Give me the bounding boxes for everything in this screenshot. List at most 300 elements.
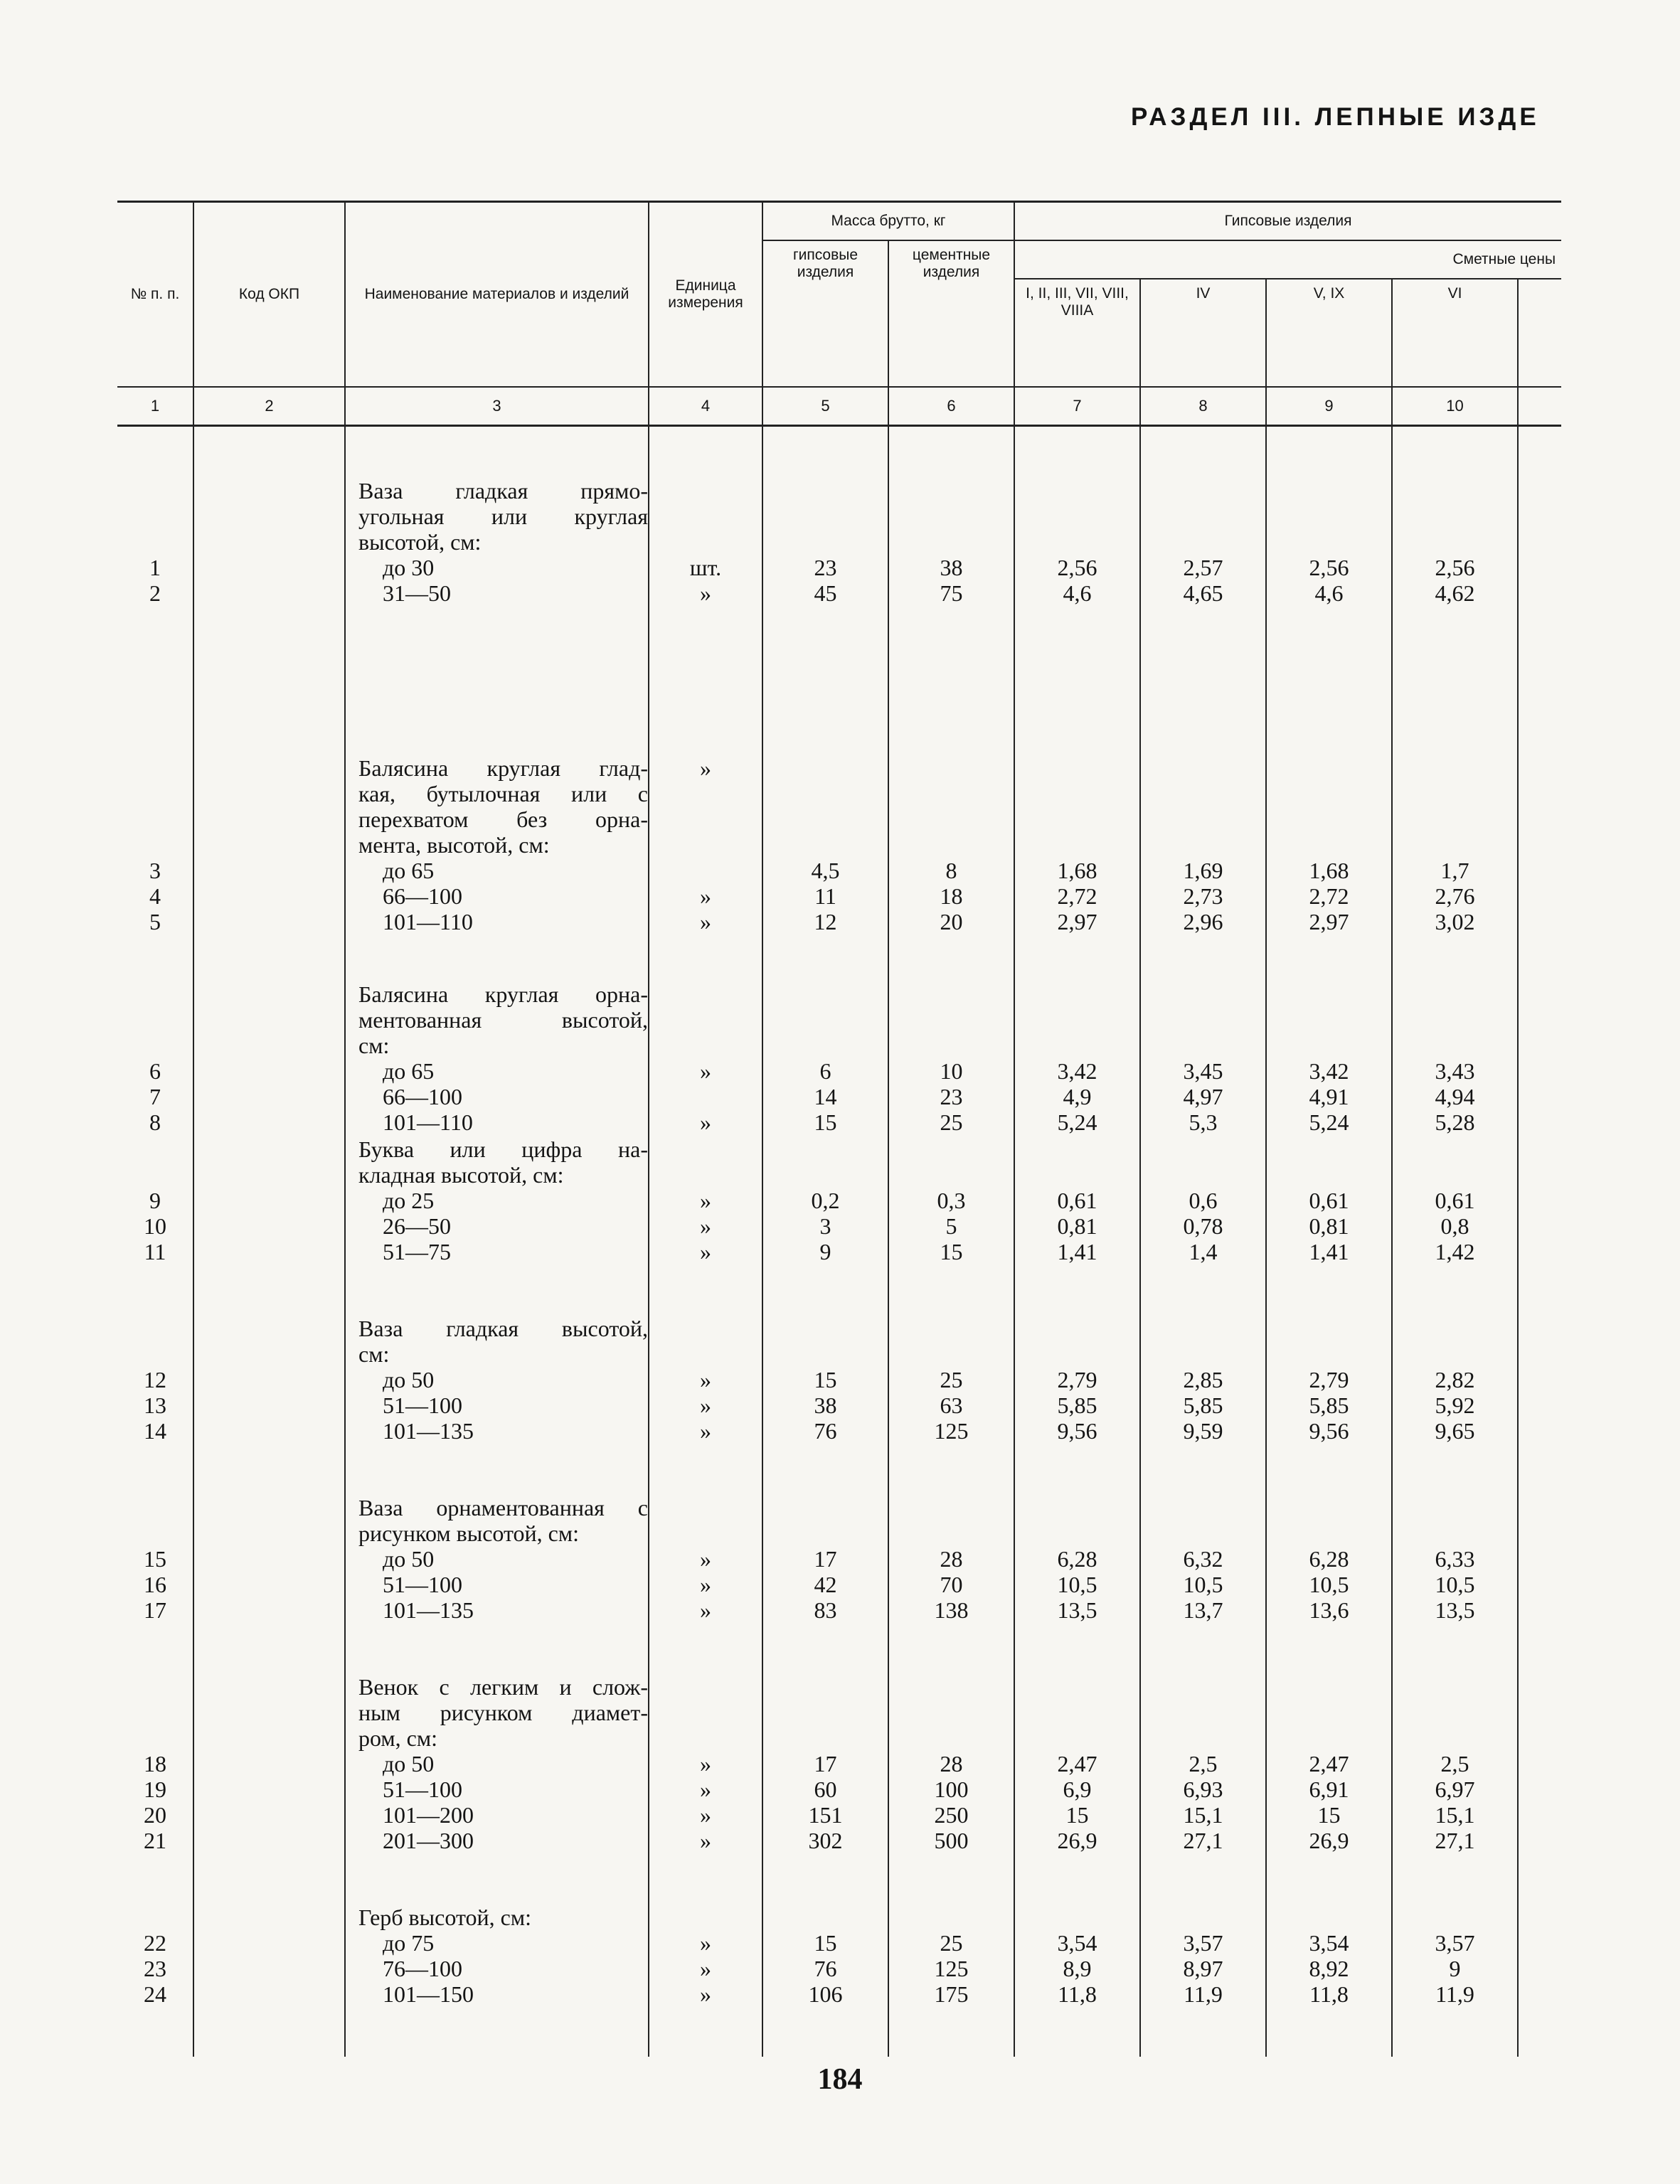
blank-line: [1393, 832, 1517, 858]
col-code: [193, 755, 345, 934]
blank-line: [117, 1341, 193, 1367]
blank-line: [1393, 1905, 1517, 1930]
blank-line: [763, 504, 888, 529]
blank-line: [1519, 832, 1561, 858]
cell-row-number: 11: [144, 1239, 166, 1264]
cell-price-zone-9: 11,8: [1309, 1981, 1349, 2007]
table-body: [117, 426, 1561, 2057]
blank-line: [1393, 529, 1517, 555]
blank-line: [1393, 1136, 1517, 1162]
cell-mass-cement: 25: [940, 1109, 963, 1135]
col-code: [193, 1495, 345, 1623]
cell-row-number: 16: [144, 1572, 166, 1597]
cell-price-zone-9: 4,6: [1314, 580, 1344, 606]
blank-line: [889, 529, 1014, 555]
col-code: [193, 1316, 345, 1444]
spacer-cell: [1266, 934, 1392, 981]
col-price-zone-7: [1014, 981, 1140, 1135]
col-price-zone-9: [1266, 1136, 1392, 1264]
col-price-zone-7: [1014, 1136, 1140, 1264]
spacer-cell: [193, 426, 345, 479]
cell-price-zone-8: 6,93: [1183, 1777, 1223, 1802]
blank-line: [1141, 755, 1265, 781]
blank-line: [889, 755, 1014, 781]
spacer-cell: [1140, 606, 1266, 755]
cell-mass-gypsum: 42: [814, 1572, 837, 1597]
col-name: [345, 981, 649, 1135]
blank-line: [1267, 1162, 1391, 1188]
cell-mass-gypsum: 302: [808, 1828, 843, 1853]
spacer-cell: [1014, 1264, 1140, 1316]
blank-line: [1519, 1341, 1561, 1367]
col-price-zone-9: [1266, 755, 1392, 934]
blank-line: [1519, 981, 1561, 1007]
spacer-cell: [1518, 2007, 1561, 2057]
group-spacer: [117, 1853, 1561, 1905]
cell-price-zone-9: 1,41: [1309, 1239, 1349, 1264]
spacer-cell: [1392, 934, 1518, 981]
blank-line: [889, 1033, 1014, 1058]
cell-mass-cement: 500: [934, 1828, 969, 1853]
item-description-line: Буква или цифра на-: [358, 1136, 648, 1162]
cell-price-zone-8: 2,57: [1183, 555, 1223, 580]
blank-line: [1393, 1674, 1517, 1700]
spacer-cell: [193, 934, 345, 981]
spacer-cell: [1392, 606, 1518, 755]
table-group: [117, 1316, 1561, 1444]
blank-line: [1519, 1316, 1561, 1341]
spacer-cell: [1392, 1444, 1518, 1495]
blank-line: [1267, 529, 1391, 555]
cell-row-number: 6: [149, 1058, 161, 1084]
blank-line: [1141, 529, 1265, 555]
column-number: 10: [1392, 387, 1518, 426]
cell-price-zone-9: 0,61: [1309, 1188, 1349, 1213]
cell-price-zone-10: 0,61: [1435, 1188, 1475, 1213]
cell-unit: шт.: [689, 555, 722, 580]
cell-mass-cement: 28: [940, 1546, 963, 1572]
blank-line: [1141, 1341, 1265, 1367]
blank-line: [1141, 806, 1265, 832]
group-spacer: [117, 934, 1561, 981]
blank-line: [763, 781, 888, 806]
blank-line: [194, 1033, 344, 1058]
blank-line: [649, 806, 762, 832]
col-code: [193, 1905, 345, 2007]
cell-unit: »: [700, 1546, 711, 1572]
item-size: до 65: [383, 1058, 435, 1084]
blank-line: [889, 1007, 1014, 1033]
blank-line: [194, 1058, 344, 1084]
spacer-cell: [649, 1264, 762, 1316]
blank-line: [1267, 504, 1391, 529]
cell-price-zone-10: 0,8: [1440, 1213, 1469, 1239]
cell-mass-cement: 8: [945, 858, 957, 883]
cell-price-zone-10: 5,28: [1435, 1109, 1475, 1135]
blank-line: [1015, 1033, 1139, 1058]
blank-line: [889, 1520, 1014, 1546]
spacer-cell: [762, 1853, 888, 1905]
cell-mass-cement: 250: [934, 1802, 969, 1828]
cell-row-number: 4: [149, 883, 161, 909]
cell-unit: »: [700, 1213, 711, 1239]
col-code: [193, 981, 345, 1135]
cell-price-zone-7: 0,81: [1057, 1213, 1097, 1239]
blank-line: [117, 1520, 193, 1546]
cell-price-zone-8: 4,97: [1183, 1084, 1223, 1109]
header-num: № п. п.: [117, 202, 193, 388]
blank-line: [649, 1007, 762, 1033]
blank-line: [1519, 1674, 1561, 1700]
cell-mass-cement: 0,3: [937, 1188, 966, 1213]
blank-line: [763, 1316, 888, 1341]
blank-line: [194, 1367, 344, 1392]
cell-price-zone-8: 2,5: [1189, 1751, 1218, 1777]
item-description-line: Ваза орнаментованная с: [358, 1495, 648, 1520]
col-row-number: [117, 1495, 193, 1623]
spacer-cell: [1518, 606, 1561, 755]
blank-line: [194, 1597, 344, 1623]
cell-price-zone-7: 3,54: [1057, 1930, 1097, 1956]
col-price-zone-9: [1266, 1905, 1392, 2007]
blank-line: [1519, 1572, 1561, 1597]
cell-price-zone-7: 1,41: [1057, 1239, 1097, 1264]
cell-mass-gypsum: 3: [819, 1213, 831, 1239]
cell-price-zone-9: 6,91: [1309, 1777, 1349, 1802]
col-mass-gypsum: [762, 755, 888, 934]
cell-mass-cement: 63: [940, 1392, 963, 1418]
cell-price-zone-7: 1,68: [1057, 858, 1097, 883]
cell-mass-cement: 15: [940, 1239, 963, 1264]
blank-line: [194, 1700, 344, 1725]
header-unit: Единица измерения: [649, 202, 762, 388]
col-mass-gypsum: [762, 1316, 888, 1444]
col-price-zone-7: [1014, 755, 1140, 934]
col-price-extra: [1518, 755, 1561, 934]
col-unit: [649, 755, 762, 934]
cell-price-zone-10: 3,02: [1435, 909, 1475, 934]
cell-mass-gypsum: 83: [814, 1597, 837, 1623]
cell-mass-gypsum: 9: [819, 1239, 831, 1264]
spacer-cell: [117, 1623, 193, 1674]
blank-line: [649, 1674, 762, 1700]
blank-line: [763, 1033, 888, 1058]
cell-price-zone-7: 5,85: [1057, 1392, 1097, 1418]
cell-price-zone-8: 11,9: [1184, 1981, 1223, 2007]
cell-mass-gypsum: 76: [814, 1418, 837, 1444]
blank-line: [1519, 1828, 1561, 1853]
spacer-cell: [193, 1444, 345, 1495]
blank-line: [194, 1572, 344, 1597]
spacer-cell: [193, 1623, 345, 1674]
cell-price-zone-10: 5,92: [1435, 1392, 1475, 1418]
col-unit: [649, 981, 762, 1135]
cell-mass-cement: 23: [940, 1084, 963, 1109]
spacer-cell: [1266, 1623, 1392, 1674]
table-group: [117, 1905, 1561, 2007]
blank-line: [1393, 981, 1517, 1007]
cell-price-zone-9: 1,68: [1309, 858, 1349, 883]
cell-unit: »: [700, 1239, 711, 1264]
blank-line: [1519, 504, 1561, 529]
item-size: 51—100: [383, 1777, 462, 1802]
blank-line: [1519, 1597, 1561, 1623]
blank-line: [889, 1905, 1014, 1930]
blank-line: [194, 555, 344, 580]
col-mass-cement: [888, 1316, 1014, 1444]
cell-price-zone-9: 15: [1317, 1802, 1341, 1828]
col-mass-cement: [888, 478, 1014, 606]
col-mass-cement: [888, 981, 1014, 1135]
blank-line: [194, 883, 344, 909]
cell-price-zone-10: 2,5: [1440, 1751, 1469, 1777]
col-price-zone-8: [1140, 1495, 1266, 1623]
cell-price-zone-8: 1,69: [1183, 858, 1223, 883]
header-mass-group: Масса брутто, кг: [762, 202, 1014, 241]
spacer-cell: [1518, 1444, 1561, 1495]
cell-mass-gypsum: 15: [814, 1930, 837, 1956]
cell-unit: »: [700, 1392, 711, 1418]
item-size: 51—100: [383, 1392, 462, 1418]
spacer-cell: [762, 606, 888, 755]
blank-line: [763, 806, 888, 832]
spacer-cell: [649, 606, 762, 755]
blank-line: [194, 1981, 344, 2007]
spacer-cell: [117, 606, 193, 755]
cell-price-zone-8: 0,78: [1183, 1213, 1223, 1239]
col-mass-cement: [888, 755, 1014, 934]
blank-line: [649, 1136, 762, 1162]
blank-line: [763, 529, 888, 555]
cell-price-zone-8: 2,73: [1183, 883, 1223, 909]
blank-line: [1267, 1674, 1391, 1700]
cell-unit: »: [700, 1597, 711, 1623]
col-price-extra: [1518, 478, 1561, 606]
cell-mass-gypsum: 15: [814, 1109, 837, 1135]
blank-line: [1393, 1725, 1517, 1751]
cell-mass-cement: 5: [945, 1213, 957, 1239]
cell-price-zone-10: 3,57: [1435, 1930, 1475, 1956]
cell-unit: »: [700, 1828, 711, 1853]
col-price-zone-10: [1392, 478, 1518, 606]
cell-price-zone-7: 2,56: [1057, 555, 1097, 580]
cell-row-number: 12: [144, 1367, 166, 1392]
col-code: [193, 478, 345, 606]
spacer-cell: [1518, 426, 1561, 479]
cell-price-zone-7: 0,61: [1057, 1188, 1097, 1213]
blank-line: [194, 909, 344, 934]
blank-line: [763, 1341, 888, 1367]
spacer-cell: [193, 606, 345, 755]
cell-row-number: 10: [144, 1213, 166, 1239]
cell-price-zone-9: 5,85: [1309, 1392, 1349, 1418]
blank-line: [1267, 1905, 1391, 1930]
blank-line: [194, 478, 344, 504]
blank-line: [889, 1495, 1014, 1520]
column-number: 8: [1140, 387, 1266, 426]
blank-line: [117, 806, 193, 832]
blank-line: [1519, 1930, 1561, 1956]
cell-price-zone-8: 5,3: [1189, 1109, 1218, 1135]
spacer-cell: [1266, 2007, 1392, 2057]
spacer-cell: [1392, 1264, 1518, 1316]
column-number: 7: [1014, 387, 1140, 426]
spacer-cell: [1518, 1853, 1561, 1905]
blank-line: [1141, 1520, 1265, 1546]
column-number: 6: [888, 387, 1014, 426]
col-mass-cement: [888, 1674, 1014, 1853]
table-end: [117, 2007, 1561, 2057]
blank-line: [649, 504, 762, 529]
cell-mass-gypsum: 14: [814, 1084, 837, 1109]
blank-line: [1519, 580, 1561, 606]
item-size: 51—100: [383, 1572, 462, 1597]
col-unit: [649, 1674, 762, 1853]
col-price-zone-8: [1140, 1905, 1266, 2007]
spacer-cell: [1140, 1623, 1266, 1674]
spacer-cell: [1518, 1623, 1561, 1674]
blank-line: [1519, 1109, 1561, 1135]
item-size: до 50: [383, 1751, 435, 1777]
spacer-cell: [762, 934, 888, 981]
blank-line: [194, 832, 344, 858]
blank-line: [194, 806, 344, 832]
col-mass-gypsum: [762, 1674, 888, 1853]
blank-line: [1519, 555, 1561, 580]
item-size: 26—50: [383, 1213, 451, 1239]
blank-line: [1267, 832, 1391, 858]
cell-price-zone-8: 0,6: [1189, 1188, 1218, 1213]
cell-price-zone-7: 9,56: [1057, 1418, 1097, 1444]
blank-line: [194, 1188, 344, 1213]
blank-line: [1519, 1239, 1561, 1264]
blank-line: [763, 1700, 888, 1725]
spacer-cell: [1014, 1853, 1140, 1905]
spacer-cell: [1140, 426, 1266, 479]
blank-line: [649, 1520, 762, 1546]
col-mass-gypsum: [762, 478, 888, 606]
cell-price-zone-9: 3,42: [1309, 1058, 1349, 1084]
blank-line: [763, 981, 888, 1007]
cell-price-zone-9: 26,9: [1309, 1828, 1349, 1853]
blank-line: [117, 755, 193, 781]
blank-line: [1519, 1725, 1561, 1751]
spacer-cell: [1014, 1623, 1140, 1674]
cell-unit: »: [700, 1956, 711, 1981]
col-unit: [649, 478, 762, 606]
column-number: [1518, 387, 1561, 426]
item-description-line: перехватом без орна-: [358, 806, 648, 832]
blank-line: [1267, 981, 1391, 1007]
col-price-zone-7: [1014, 1674, 1140, 1853]
cell-mass-gypsum: 6: [819, 1058, 831, 1084]
cell-price-zone-9: 5,24: [1309, 1109, 1349, 1135]
group-spacer: [117, 1264, 1561, 1316]
cell-price-zone-10: 6,97: [1435, 1777, 1475, 1802]
blank-line: [117, 1136, 193, 1162]
col-price-zone-8: [1140, 755, 1266, 934]
table-group: [117, 981, 1561, 1135]
cell-price-zone-7: 2,72: [1057, 883, 1097, 909]
spacer-cell: [1266, 1444, 1392, 1495]
cell-mass-cement: 138: [934, 1597, 969, 1623]
blank-line: [1015, 1495, 1139, 1520]
cell-mass-gypsum: 15: [814, 1367, 837, 1392]
spacer-cell: [117, 2007, 193, 2057]
blank-line: [649, 981, 762, 1007]
cell-price-zone-10: 1,7: [1440, 858, 1469, 883]
cell-row-number: 18: [144, 1751, 166, 1777]
blank-line: [1141, 1700, 1265, 1725]
blank-line: [1267, 1136, 1391, 1162]
blank-line: [1519, 1956, 1561, 1981]
cell-row-number: 14: [144, 1418, 166, 1444]
spacer-cell: [762, 1264, 888, 1316]
cell-unit: »: [700, 1777, 711, 1802]
item-size: до 30: [383, 555, 435, 580]
cell-row-number: 17: [144, 1597, 166, 1623]
blank-line: [649, 478, 762, 504]
spacer-cell: [1140, 934, 1266, 981]
column-number: 4: [649, 387, 762, 426]
spacer-cell: [345, 426, 649, 479]
blank-line: [194, 1084, 344, 1109]
cell-unit: »: [700, 1188, 711, 1213]
blank-line: [1015, 1341, 1139, 1367]
blank-line: [1519, 1802, 1561, 1828]
column-number: 2: [193, 387, 345, 426]
item-description-line: угольная или круглая: [358, 504, 648, 529]
cell-unit: »: [700, 1418, 711, 1444]
item-size: 31—50: [383, 580, 451, 606]
blank-line: [117, 1162, 193, 1188]
item-description-line: Ваза гладкая прямо-: [358, 478, 648, 504]
blank-line: [1141, 1007, 1265, 1033]
cell-row-number: 5: [149, 909, 161, 934]
col-price-zone-9: [1266, 478, 1392, 606]
blank-line: [889, 781, 1014, 806]
blank-line: [117, 1007, 193, 1033]
cell-price-zone-10: 9,65: [1435, 1418, 1475, 1444]
blank-line: [1015, 1162, 1139, 1188]
group-unit: »: [700, 755, 711, 781]
spacer-cell: [193, 2007, 345, 2057]
blank-line: [649, 1341, 762, 1367]
col-name: [345, 478, 649, 606]
spacer-cell: [649, 1444, 762, 1495]
blank-line: [1393, 806, 1517, 832]
blank-line: [649, 1033, 762, 1058]
blank-line: [1393, 1520, 1517, 1546]
blank-line: [1519, 478, 1561, 504]
col-price-extra: [1518, 1674, 1561, 1853]
group-spacer: [117, 426, 1561, 479]
spacer-cell: [1014, 1444, 1140, 1495]
item-description-line: мента, высотой, см:: [358, 832, 550, 858]
cell-price-zone-9: 4,91: [1309, 1084, 1349, 1109]
col-price-zone-10: [1392, 1136, 1518, 1264]
blank-line: [763, 1007, 888, 1033]
item-description-line: высотой, см:: [358, 529, 482, 555]
item-size: 101—200: [383, 1802, 474, 1828]
cell-mass-gypsum: 12: [814, 909, 837, 934]
item-description-line: Венок с легким и слож-: [358, 1674, 648, 1700]
cell-mass-cement: 70: [940, 1572, 963, 1597]
spacer-cell: [1014, 2007, 1140, 2057]
cell-row-number: 15: [144, 1546, 166, 1572]
blank-line: [1141, 1674, 1265, 1700]
blank-line: [194, 1418, 344, 1444]
